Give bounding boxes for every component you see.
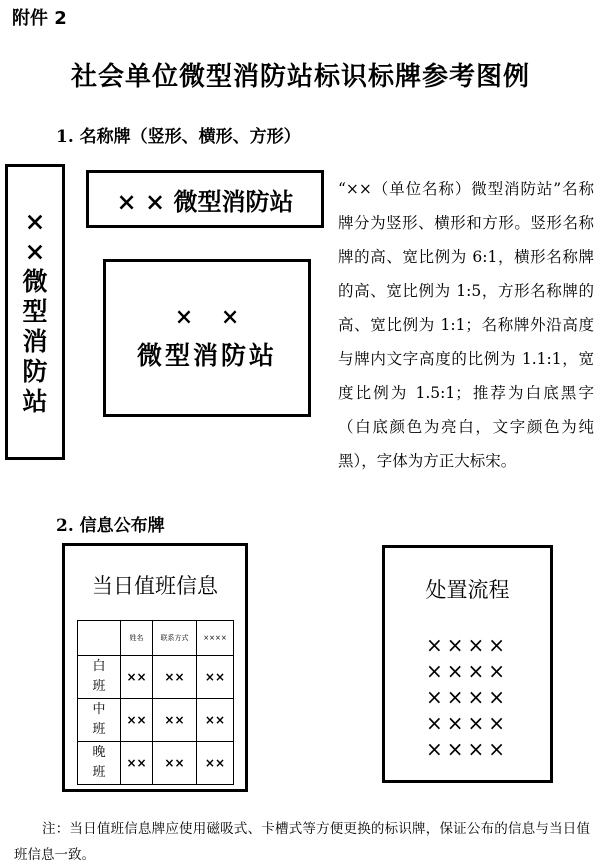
section-1-heading: 1. 名称牌（竖形、横形、方形）	[56, 127, 301, 147]
table-header-row	[78, 621, 234, 656]
process-step: ××××	[425, 659, 510, 683]
table-cell: ××	[152, 656, 196, 699]
footnote: 注：当日值班信息牌应使用磁吸式、卡槽式等方便更换的标识牌，保证公布的信息与当日值班信息一致。	[14, 821, 590, 863]
process-step: ××××	[425, 685, 510, 709]
process-step: ××××	[425, 737, 510, 761]
square-name-sign	[103, 259, 311, 417]
vertical-sign-char: 防	[22, 357, 48, 386]
horizontal-name-sign	[86, 170, 324, 228]
vertical-sign-char: ×	[24, 237, 46, 266]
process-steps	[385, 632, 550, 762]
duty-info-board	[62, 543, 248, 792]
table-cell: ××	[196, 742, 233, 785]
table-header-cell: ××××	[196, 621, 233, 656]
table-row	[78, 656, 234, 699]
duty-board-title: 当日值班信息	[92, 574, 218, 598]
duty-table	[77, 620, 234, 785]
vertical-sign-char: 消	[22, 327, 48, 356]
process-board	[382, 545, 553, 783]
shift-label: 中 班	[78, 699, 121, 742]
table-row	[78, 742, 234, 785]
shift-label: 晚 班	[78, 742, 121, 785]
table-header-cell	[78, 621, 121, 656]
table-cell: ××	[152, 699, 196, 742]
shift-label: 白 班	[78, 656, 121, 699]
process-step: ××××	[425, 633, 510, 657]
section-2-heading: 2. 信息公布牌	[56, 516, 165, 536]
process-board-title: 处置流程	[425, 578, 510, 602]
process-step: ××××	[425, 711, 510, 735]
name-sign-description: “××（单位名称）微型消防站”名称牌分为竖形、横形和方形。竖形名称牌的高、宽比例为 6:1，横形名称牌的高、宽比例为 1:5，方形名称牌的高、宽比例为 1:1；名称牌外沿高度与牌内文字高度的比例为 1.1:1，宽度比例为 1.5:1；推荐为白底黑字（白底颜色为亮白，文字颜色为纯黑），字体为方正大标宋。	[338, 180, 594, 470]
table-header-cell: 姓名	[121, 621, 153, 656]
square-sign-line1: × ×	[174, 304, 250, 330]
table-cell: ××	[121, 699, 153, 742]
table-row	[78, 699, 234, 742]
table-cell: ××	[121, 742, 153, 785]
square-sign-line2: 微型消防站	[136, 341, 277, 370]
attachment-label: 附件 2	[12, 8, 67, 29]
table-cell: ××	[196, 699, 233, 742]
table-cell: ××	[152, 742, 196, 785]
vertical-name-sign	[5, 164, 65, 460]
vertical-sign-char: 型	[22, 297, 48, 326]
table-cell: ××	[196, 656, 233, 699]
document-title: 社会单位微型消防站标识标牌参考图例	[70, 62, 530, 92]
vertical-sign-char: 微	[22, 267, 48, 296]
table-cell: ××	[121, 656, 153, 699]
horizontal-sign-text: × × 微型消防站	[116, 186, 294, 216]
vertical-sign-char: ×	[24, 207, 46, 236]
table-header-cell: 联系方式	[152, 621, 196, 656]
vertical-sign-char: 站	[22, 387, 48, 416]
